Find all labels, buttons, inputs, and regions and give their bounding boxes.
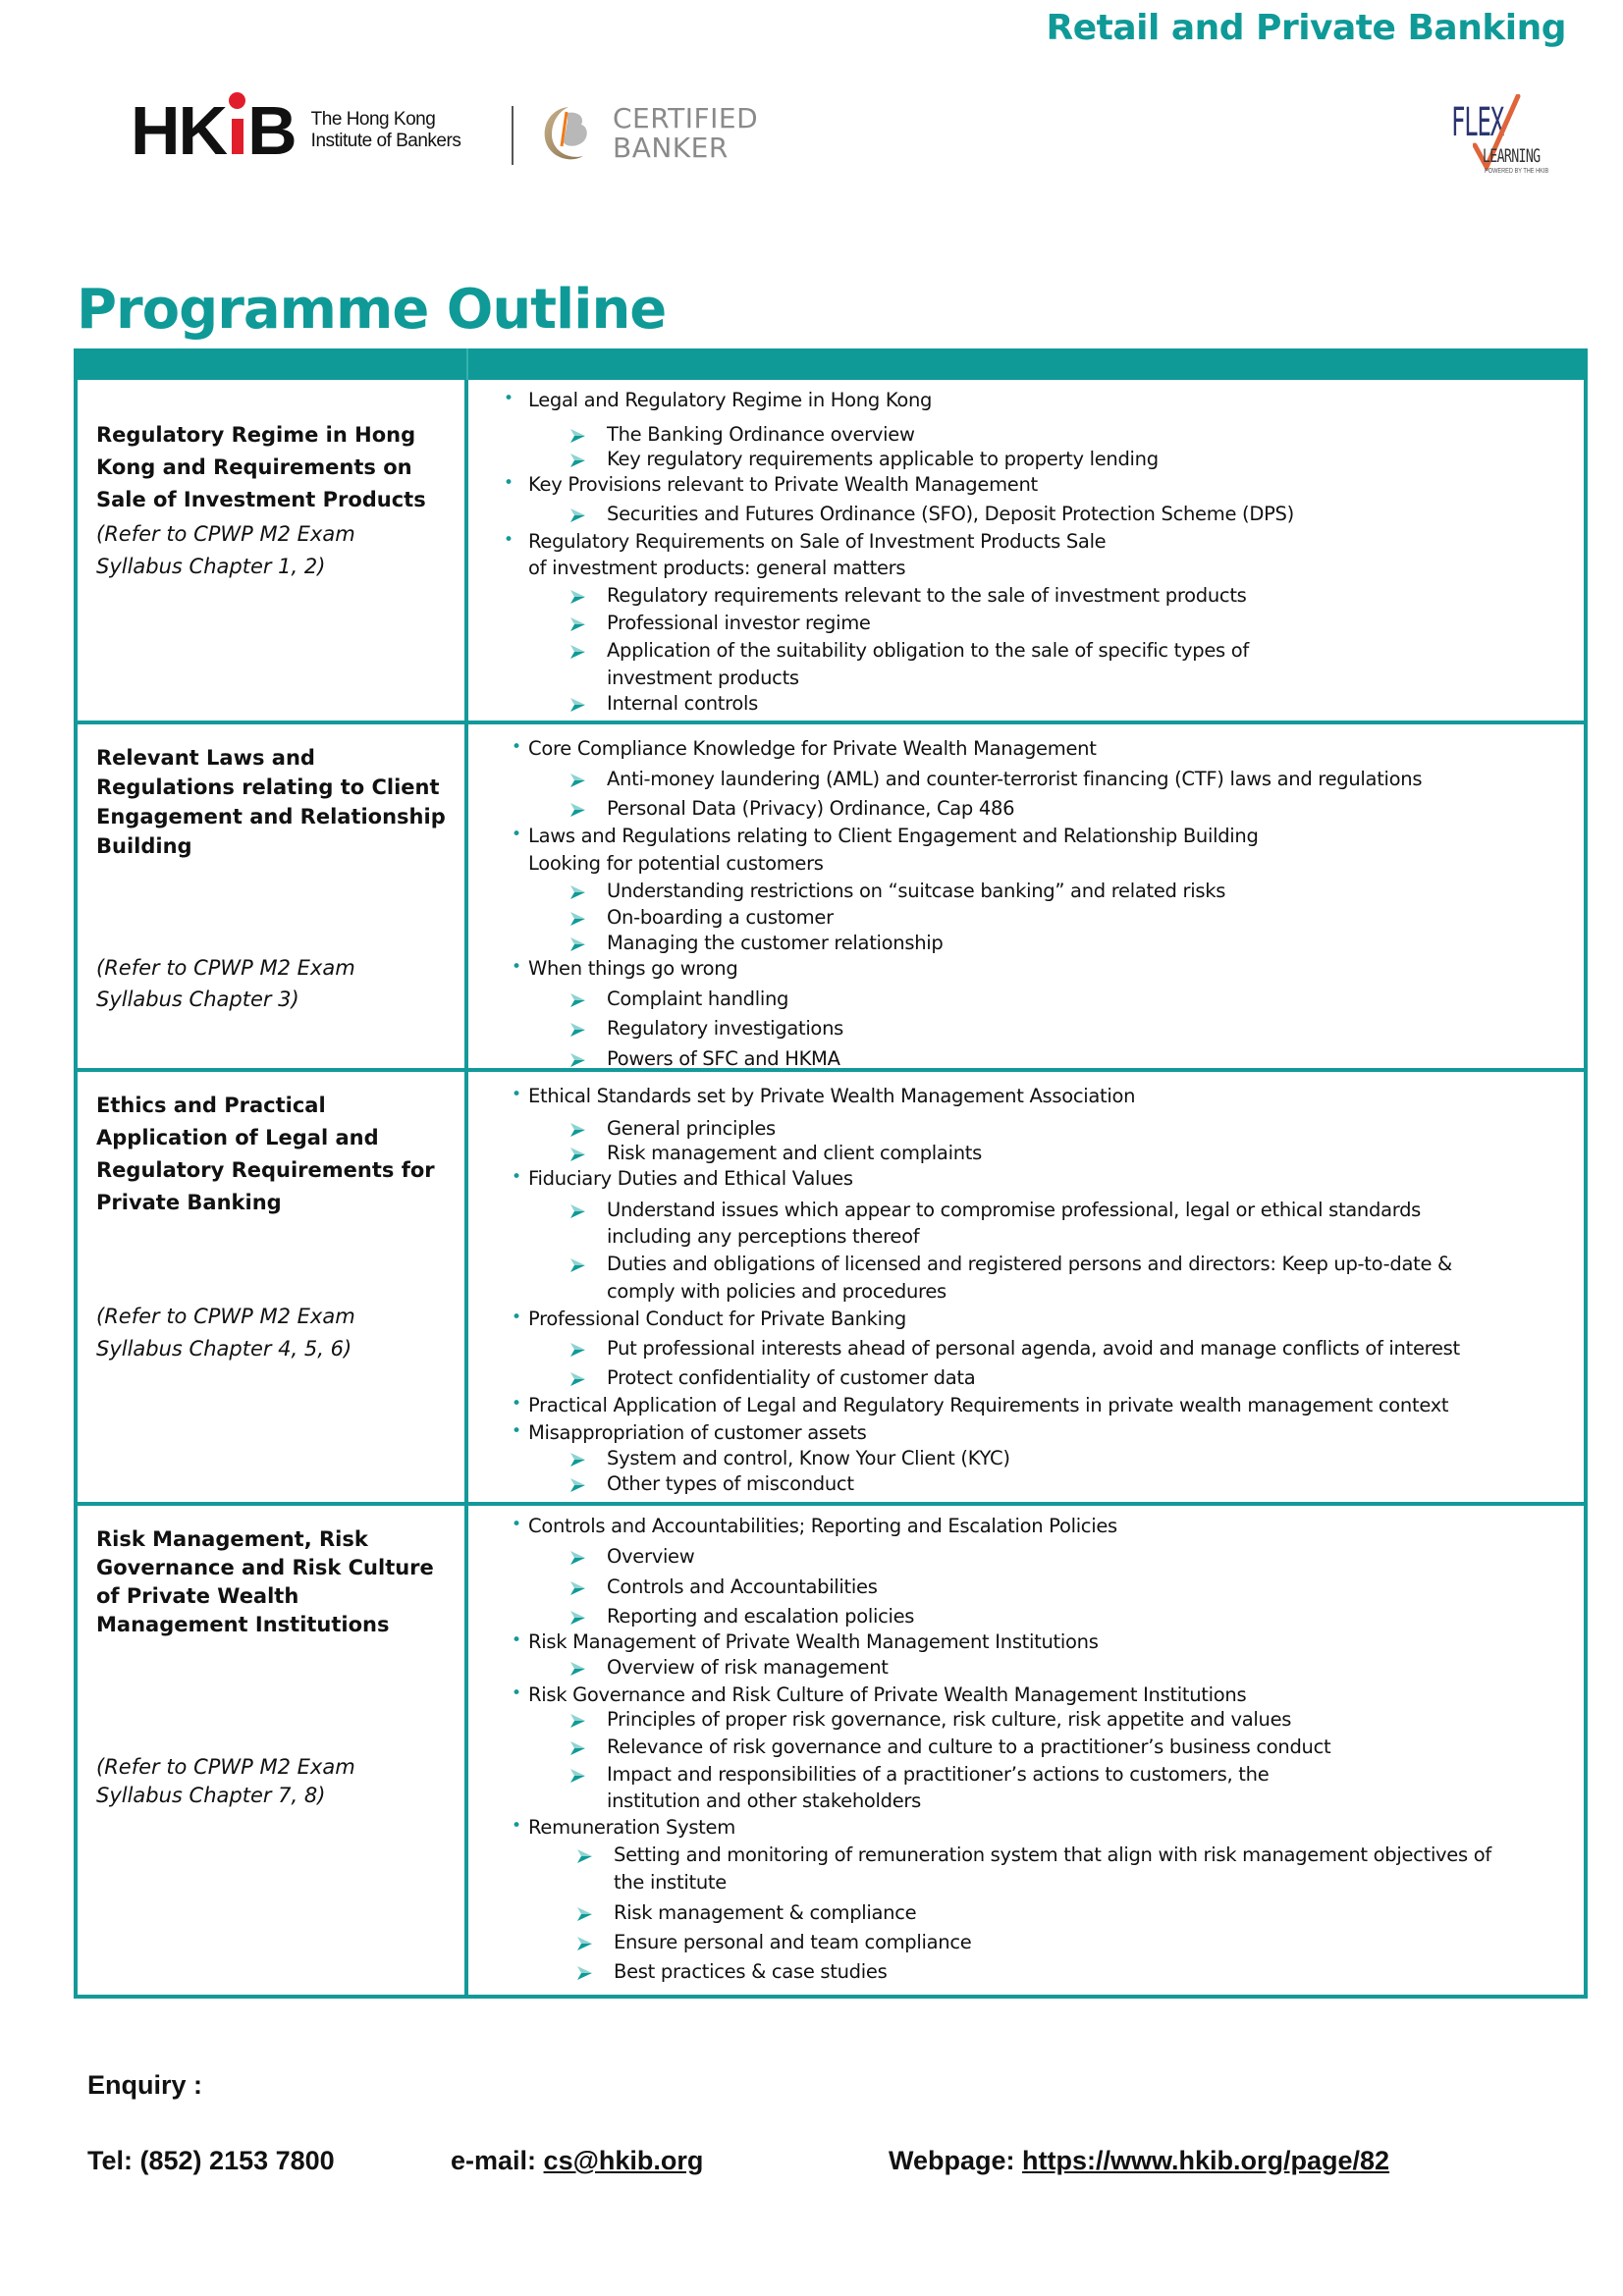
topic-item: • Controls and Accountabilities; Reporting and Escalation Policies — [512, 1515, 1117, 1537]
arrow-bullet-icon — [568, 884, 586, 900]
table-header-bar — [74, 348, 1588, 380]
topic-continuation: the institute — [614, 1871, 727, 1894]
subtopic-item: Reporting and escalation policies — [607, 1605, 914, 1628]
bullet-icon: • — [504, 473, 514, 493]
module-title: Ethics and Practical — [96, 1094, 326, 1117]
subtopic-item: Ensure personal and team compliance — [614, 1931, 971, 1953]
subtopic-item: Anti-money laundering (AML) and counter-terrorist financing (CTF) laws and regulations — [607, 768, 1422, 790]
bullet-icon: • — [512, 825, 521, 844]
arrow-bullet-icon — [568, 1342, 586, 1358]
module-title: Regulations relating to Client — [96, 775, 440, 799]
arrow-bullet-icon — [568, 428, 586, 444]
subtopic-item: Regulatory investigations — [607, 1017, 843, 1040]
arrow-bullet-icon — [568, 507, 586, 523]
arrow-bullet-icon — [568, 992, 586, 1008]
bullet-icon: • — [512, 1394, 521, 1414]
syllabus-reference: Syllabus Chapter 1, 2) — [96, 555, 326, 578]
subtopic-item: Protect confidentiality of customer data — [607, 1366, 975, 1389]
topic-item: • Practical Application of Legal and Regulatory Requirements in private wealth management context — [512, 1394, 1449, 1416]
module-title: Building — [96, 834, 192, 858]
topic-item: • Ethical Standards set by Private Wealth Management Association — [512, 1085, 1136, 1107]
arrow-bullet-icon — [568, 802, 586, 818]
module-title: Application of Legal and — [96, 1126, 379, 1149]
syllabus-reference: Syllabus Chapter 3) — [96, 988, 299, 1011]
flex-learning-logo: FLEX LEARNING POWERED BY THE HKIB — [1443, 94, 1551, 183]
topics-cell — [472, 724, 1584, 1068]
topic-continuation: comply with policies and procedures — [607, 1280, 947, 1303]
arrow-bullet-icon — [568, 589, 586, 605]
topic-item: • Fiduciary Duties and Ethical Values — [512, 1167, 853, 1190]
bullet-icon: • — [512, 957, 521, 977]
webpage-link[interactable]: https://www.hkib.org/page/82 — [1022, 2146, 1390, 2175]
arrow-bullet-icon — [575, 1906, 593, 1922]
subtopic-item: Internal controls — [607, 692, 758, 715]
arrow-bullet-icon — [568, 1740, 586, 1756]
topic-item: • Legal and Regulatory Regime in Hong Kong — [504, 389, 933, 411]
module-cell — [78, 1506, 468, 1995]
subtopic-item: Overview — [607, 1545, 694, 1568]
subtopic-item: Regulatory requirements relevant to the sale of investment products — [607, 584, 1247, 607]
topic-continuation: investment products — [607, 667, 799, 689]
module-title: Engagement and Relationship — [96, 805, 446, 828]
hkib-mark: HK B — [131, 92, 296, 169]
subtopic-item: The Banking Ordinance overview — [607, 423, 915, 446]
bullet-icon: • — [512, 1630, 521, 1650]
module-row — [74, 1506, 1588, 1999]
module-title: Risk Management, Risk — [96, 1527, 368, 1551]
subtopic-item: Other types of misconduct — [607, 1472, 854, 1495]
module-row — [74, 1072, 1588, 1506]
subtopic-item: Overview of risk management — [607, 1656, 889, 1679]
module-title: Management Institutions — [96, 1613, 390, 1636]
hkib-logo — [131, 92, 461, 169]
arrow-bullet-icon — [568, 1122, 586, 1138]
arrow-bullet-icon — [568, 1550, 586, 1566]
subtopic-item: Put professional interests ahead of personal agenda, avoid and manage conflicts of interest — [607, 1337, 1460, 1360]
arrow-bullet-icon — [568, 773, 586, 788]
bullet-icon: • — [512, 737, 521, 757]
topic-item: • Misappropriation of customer assets — [512, 1421, 867, 1444]
arrow-bullet-icon — [568, 1022, 586, 1038]
subtopic-item: General principles — [607, 1117, 776, 1140]
topic-continuation: institution and other stakeholders — [607, 1789, 921, 1812]
module-title: Governance and Risk Culture — [96, 1556, 434, 1579]
arrow-bullet-icon — [568, 1580, 586, 1596]
subtopic-item: Risk management and client complaints — [607, 1142, 982, 1164]
module-title: Regulatory Regime in Hong — [96, 423, 416, 447]
topic-item: • Regulatory Requirements on Sale of Investment Products Sale — [504, 530, 1107, 553]
topic-continuation: of investment products: general matters — [528, 557, 906, 579]
bullet-icon: • — [512, 1515, 521, 1534]
arrow-bullet-icon — [568, 1477, 586, 1493]
arrow-bullet-icon — [568, 1452, 586, 1468]
bullet-icon: • — [512, 1308, 521, 1327]
topic-item: • Remuneration System — [512, 1816, 735, 1839]
tel-value: (852) 2153 7800 — [139, 2146, 335, 2175]
syllabus-reference: (Refer to CPWP M2 Exam — [96, 1305, 355, 1328]
bullet-icon: • — [512, 1085, 521, 1104]
arrow-bullet-icon — [568, 453, 586, 468]
page-title: Programme Outline — [77, 278, 667, 342]
programme-outline-table — [74, 348, 1588, 1999]
module-title: Sale of Investment Products — [96, 488, 426, 511]
arrow-bullet-icon — [568, 1661, 586, 1677]
module-title: of Private Wealth — [96, 1584, 299, 1608]
subtopic-item: Understand issues which appear to compromise professional, legal or ethical standards — [607, 1199, 1421, 1221]
topics-cell — [472, 380, 1584, 721]
arrow-bullet-icon — [568, 936, 586, 952]
syllabus-reference: Syllabus Chapter 7, 8) — [96, 1784, 326, 1807]
arrow-bullet-icon — [568, 1257, 586, 1273]
arrow-bullet-icon — [568, 697, 586, 713]
logo-divider — [512, 106, 514, 165]
bullet-icon: • — [504, 389, 514, 408]
topic-continuation: including any perceptions thereof — [607, 1225, 920, 1248]
subtopic-item: Securities and Futures Ordinance (SFO), Deposit Protection Scheme (DPS) — [607, 503, 1294, 525]
bullet-icon: • — [512, 1816, 521, 1836]
syllabus-reference: (Refer to CPWP M2 Exam — [96, 522, 355, 546]
hkib-name: The Hong Kong Institute of Bankers — [310, 109, 461, 151]
arrow-bullet-icon — [568, 1610, 586, 1626]
module-cell — [78, 1072, 468, 1502]
category-title: Retail and Private Banking — [1046, 8, 1566, 48]
topic-item: • Laws and Regulations relating to Client Engagement and Relationship Building — [512, 825, 1259, 847]
certified-banker-emblem-icon — [538, 103, 599, 164]
topic-continuation: Looking for potential customers — [528, 852, 824, 875]
enquiry-label: Enquiry : — [87, 2070, 203, 2100]
subtopic-item: Professional investor regime — [607, 612, 871, 634]
subtopic-item: Managing the customer relationship — [607, 932, 943, 954]
email-line: e-mail: cs@hkib.org — [451, 2146, 704, 2175]
subtopic-item: Personal Data (Privacy) Ordinance, Cap 486 — [607, 797, 1014, 820]
arrow-bullet-icon — [568, 644, 586, 660]
subtopic-item: Complaint handling — [607, 988, 788, 1010]
subtopic-item: Application of the suitability obligation to the sale of specific types of — [607, 639, 1249, 662]
subtopic-item: Risk management & compliance — [614, 1901, 916, 1924]
arrow-bullet-icon — [575, 1848, 593, 1864]
subtopic-item: Key regulatory requirements applicable to property lending — [607, 448, 1159, 470]
module-cell — [78, 724, 468, 1068]
syllabus-reference: Syllabus Chapter 4, 5, 6) — [96, 1337, 352, 1361]
module-row — [74, 380, 1588, 724]
syllabus-reference: (Refer to CPWP M2 Exam — [96, 1755, 355, 1779]
subtopic-item: Controls and Accountabilities — [607, 1575, 878, 1598]
arrow-bullet-icon — [568, 911, 586, 927]
arrow-bullet-icon — [568, 1147, 586, 1162]
certified-banker-logo: CERTIFIED BANKER — [538, 103, 758, 164]
module-title: Kong and Requirements on — [96, 455, 412, 479]
topics-cell — [472, 1506, 1584, 1995]
bullet-icon: • — [512, 1167, 521, 1187]
module-title: Relevant Laws and — [96, 746, 315, 770]
subtopic-item: Setting and monitoring of remuneration system that align with risk management objectives of — [614, 1843, 1491, 1866]
topic-item: • When things go wrong — [512, 957, 738, 980]
subtopic-item: Relevance of risk governance and culture to a practitioner’s business conduct — [607, 1735, 1330, 1758]
arrow-bullet-icon — [575, 1965, 593, 1981]
email-link[interactable]: cs@hkib.org — [543, 2146, 704, 2175]
module-title: Regulatory Requirements for — [96, 1158, 435, 1182]
bullet-icon: • — [504, 530, 514, 550]
arrow-bullet-icon — [568, 616, 586, 632]
tel-line: Tel: (852) 2153 7800 — [87, 2146, 335, 2175]
bullet-icon: • — [512, 1421, 521, 1441]
topic-item: • Core Compliance Knowledge for Private Wealth Management — [512, 737, 1097, 760]
topics-cell — [472, 1072, 1584, 1502]
arrow-bullet-icon — [568, 1768, 586, 1784]
subtopic-item: Understanding restrictions on “suitcase banking” and related risks — [607, 880, 1225, 902]
arrow-bullet-icon — [575, 1936, 593, 1951]
subtopic-item: Best practices & case studies — [614, 1960, 887, 1983]
arrow-bullet-icon — [568, 1713, 586, 1729]
module-title: Private Banking — [96, 1191, 282, 1214]
subtopic-item: System and control, Know Your Client (KYC) — [607, 1447, 1010, 1469]
topic-item: • Risk Governance and Risk Culture of Private Wealth Management Institutions — [512, 1683, 1247, 1706]
topic-item: • Professional Conduct for Private Banking — [512, 1308, 906, 1330]
arrow-bullet-icon — [568, 1052, 586, 1068]
subtopic-item: Powers of SFC and HKMA — [607, 1047, 840, 1070]
module-cell — [78, 380, 468, 721]
subtopic-item: Duties and obligations of licensed and registered persons and directors: Keep up-to-date & — [607, 1253, 1452, 1275]
arrow-bullet-icon — [568, 1371, 586, 1387]
subtopic-item: On-boarding a customer — [607, 906, 834, 929]
subtopic-item: Principles of proper risk governance, risk culture, risk appetite and values — [607, 1708, 1291, 1731]
module-row — [74, 724, 1588, 1072]
topic-item: • Key Provisions relevant to Private Wealth Management — [504, 473, 1038, 496]
arrow-bullet-icon — [568, 1203, 586, 1219]
webpage-line: Webpage: https://www.hkib.org/page/82 — [889, 2146, 1390, 2175]
bullet-icon: • — [512, 1683, 521, 1703]
syllabus-reference: (Refer to CPWP M2 Exam — [96, 956, 355, 980]
subtopic-item: Impact and responsibilities of a practitioner’s actions to customers, the — [607, 1763, 1269, 1786]
topic-item: • Risk Management of Private Wealth Management Institutions — [512, 1630, 1099, 1653]
